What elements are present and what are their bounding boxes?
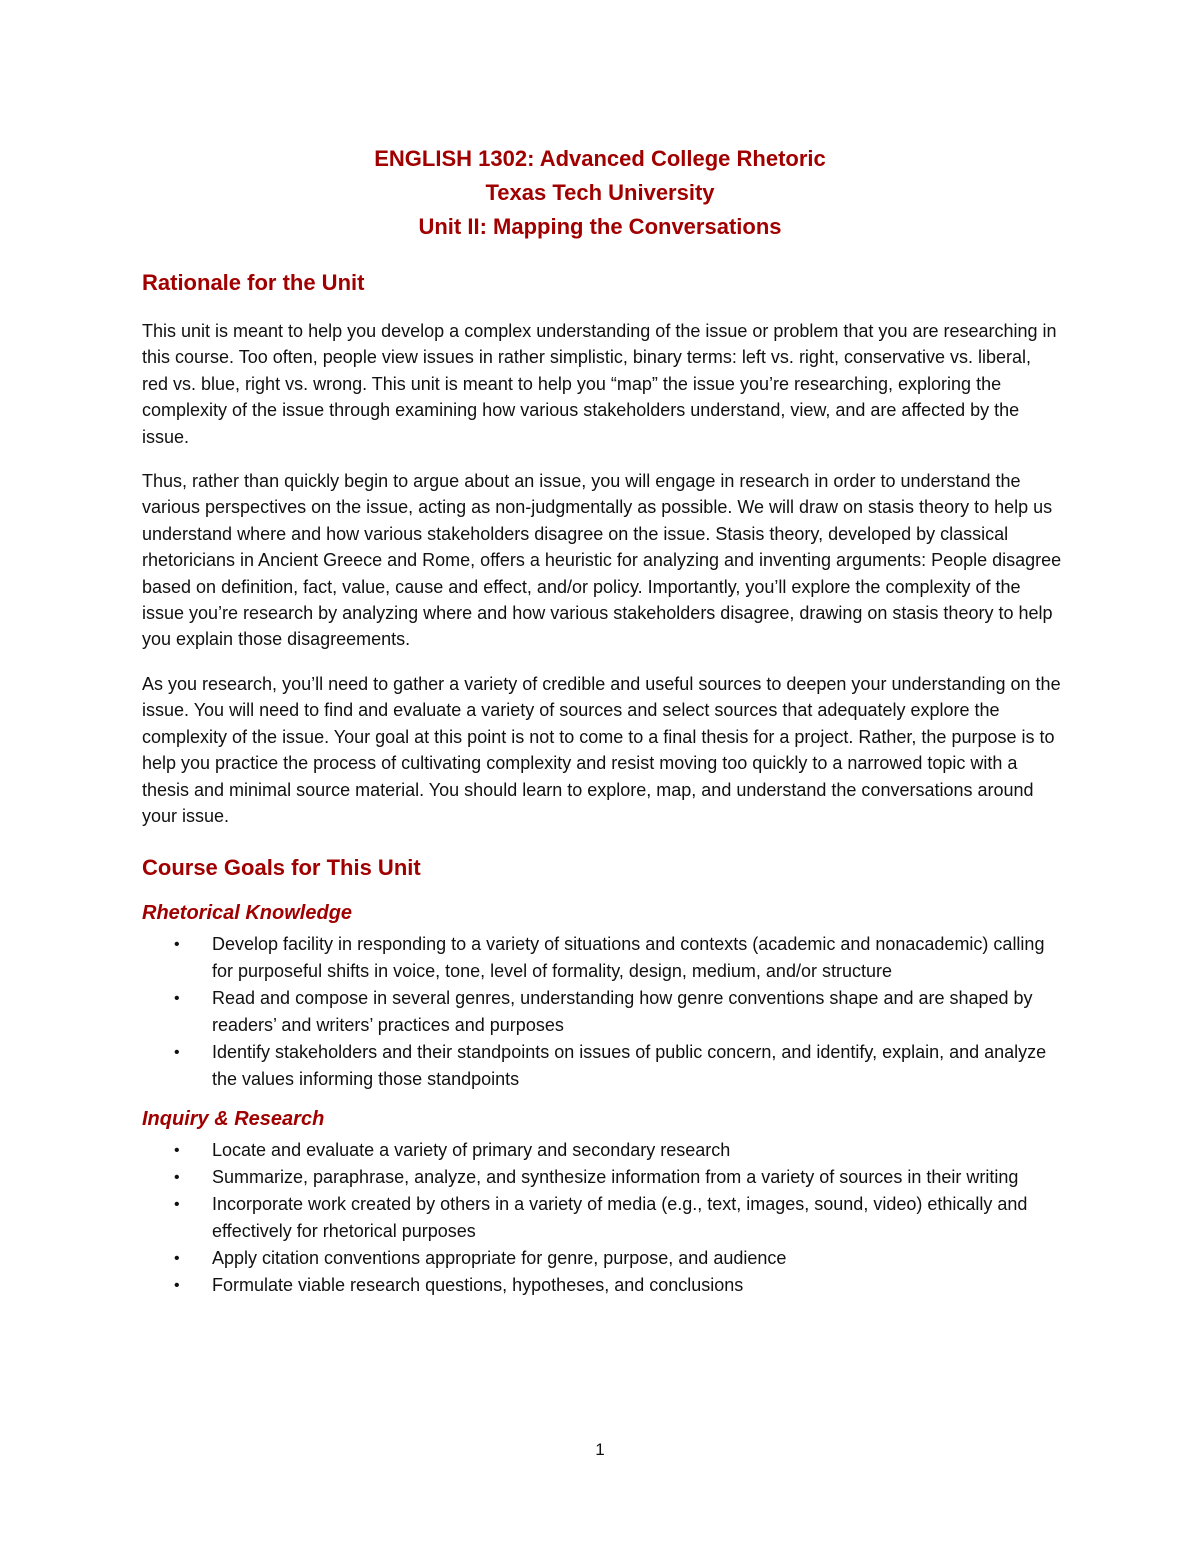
rationale-paragraph-2: Thus, rather than quickly begin to argue about an issue, you will engage in research in order to understand the various perspectives on the issue, acting as non-judgmentally as possible. We will draw on stasis theory to help us understand where and how various stakeholders disagree on the issue. Stasis theory, developed by classical rhetoricians in Ancient Greece and Rome, offers a heuristic for analyzing and inventing arguments: People disagree based on definition, fact, value, cause and effect, and/or policy. Importantly, you’ll explore the complexity of the issue you’re research by analyzing where and how various stakeholders disagree, drawing on stasis theory to help you explain those disagreements. bbox=[142, 471, 1062, 650]
inquiry-research-heading: Inquiry & Research bbox=[142, 1108, 325, 1131]
rhetorical-knowledge-list bbox=[142, 931, 1062, 1093]
list-item bbox=[142, 1245, 1062, 1272]
bullet-icon: • bbox=[174, 936, 180, 954]
list-item bbox=[142, 985, 1062, 1039]
list-item bbox=[142, 1272, 1062, 1299]
bullet-icon: • bbox=[174, 1169, 180, 1187]
bullet-icon: • bbox=[174, 1044, 180, 1062]
list-item bbox=[142, 1191, 1062, 1245]
title-block bbox=[0, 142, 1200, 244]
list-item-text: Locate and evaluate a variety of primary and secondary research bbox=[212, 1140, 731, 1161]
page-number: 1 bbox=[595, 1440, 605, 1459]
list-item bbox=[142, 931, 1062, 985]
list-item bbox=[142, 1137, 1062, 1164]
course-title: ENGLISH 1302: Advanced College Rhetoric bbox=[374, 146, 826, 171]
list-item-text: Develop facility in responding to a variety of situations and contexts (academic and nonacademic) calling for purposeful shifts in voice, tone, level of formality, design, medium, and/or structure bbox=[212, 934, 1045, 982]
inquiry-research-list bbox=[142, 1137, 1062, 1299]
rhetorical-knowledge-heading: Rhetorical Knowledge bbox=[142, 902, 353, 925]
list-item bbox=[142, 1039, 1062, 1093]
list-item-text: Apply citation conventions appropriate for genre, purpose, and audience bbox=[212, 1248, 787, 1269]
list-item-text: Formulate viable research questions, hypotheses, and conclusions bbox=[212, 1275, 744, 1296]
document-body bbox=[142, 268, 1062, 1299]
bullet-icon: • bbox=[174, 990, 180, 1008]
bullet-icon: • bbox=[174, 1142, 180, 1160]
unit-title: Unit II: Mapping the Conversations bbox=[418, 214, 782, 239]
university-name: Texas Tech University bbox=[485, 180, 715, 205]
list-item bbox=[142, 1164, 1062, 1191]
bullet-icon: • bbox=[174, 1250, 180, 1268]
bullet-icon: • bbox=[174, 1277, 180, 1295]
rationale-heading: Rationale for the Unit bbox=[142, 270, 365, 295]
rationale-paragraph-3: As you research, you’ll need to gather a variety of credible and useful sources to deepen your understanding on the issue. You will need to find and evaluate a variety of sources and select sources that adequately explore the complexity of the issue. Your goal at this point is not to come to a final thesis for a project. Rather, the purpose is to help you practice the process of cultivating complexity and resist moving too quickly to a narrowed topic with a thesis and minimal source material. You should learn to explore, map, and understand the conversations around your issue. bbox=[142, 673, 1061, 826]
list-item-text: Read and compose in several genres, understanding how genre conventions shape and are shaped by readers’ and writers’ practices and purposes bbox=[212, 988, 1033, 1036]
course-goals-heading: Course Goals for This Unit bbox=[142, 855, 421, 881]
rationale-paragraph-1: This unit is meant to help you develop a complex understanding of the issue or problem that you are researching in this course. Too often, people view issues in rather simplistic, binary terms: left vs. right, conservative vs. liberal, red vs. blue, right vs. wrong. This unit is meant to help you “map” the issue you’re researching, exploring the complexity of the issue through examining how various stakeholders understand, view, and are affected by the issue. bbox=[142, 321, 1057, 447]
list-item-text: Identify stakeholders and their standpoints on issues of public concern, and identify, explain, and analyze the values informing those standpoints bbox=[212, 1042, 1047, 1090]
list-item-text: Summarize, paraphrase, analyze, and synthesize information from a variety of sources in their writing bbox=[212, 1167, 1019, 1188]
bullet-icon: • bbox=[174, 1196, 180, 1214]
list-item-text: Incorporate work created by others in a variety of media (e.g., text, images, sound, video) ethically and effectively for rhetorical purposes bbox=[212, 1194, 1028, 1242]
